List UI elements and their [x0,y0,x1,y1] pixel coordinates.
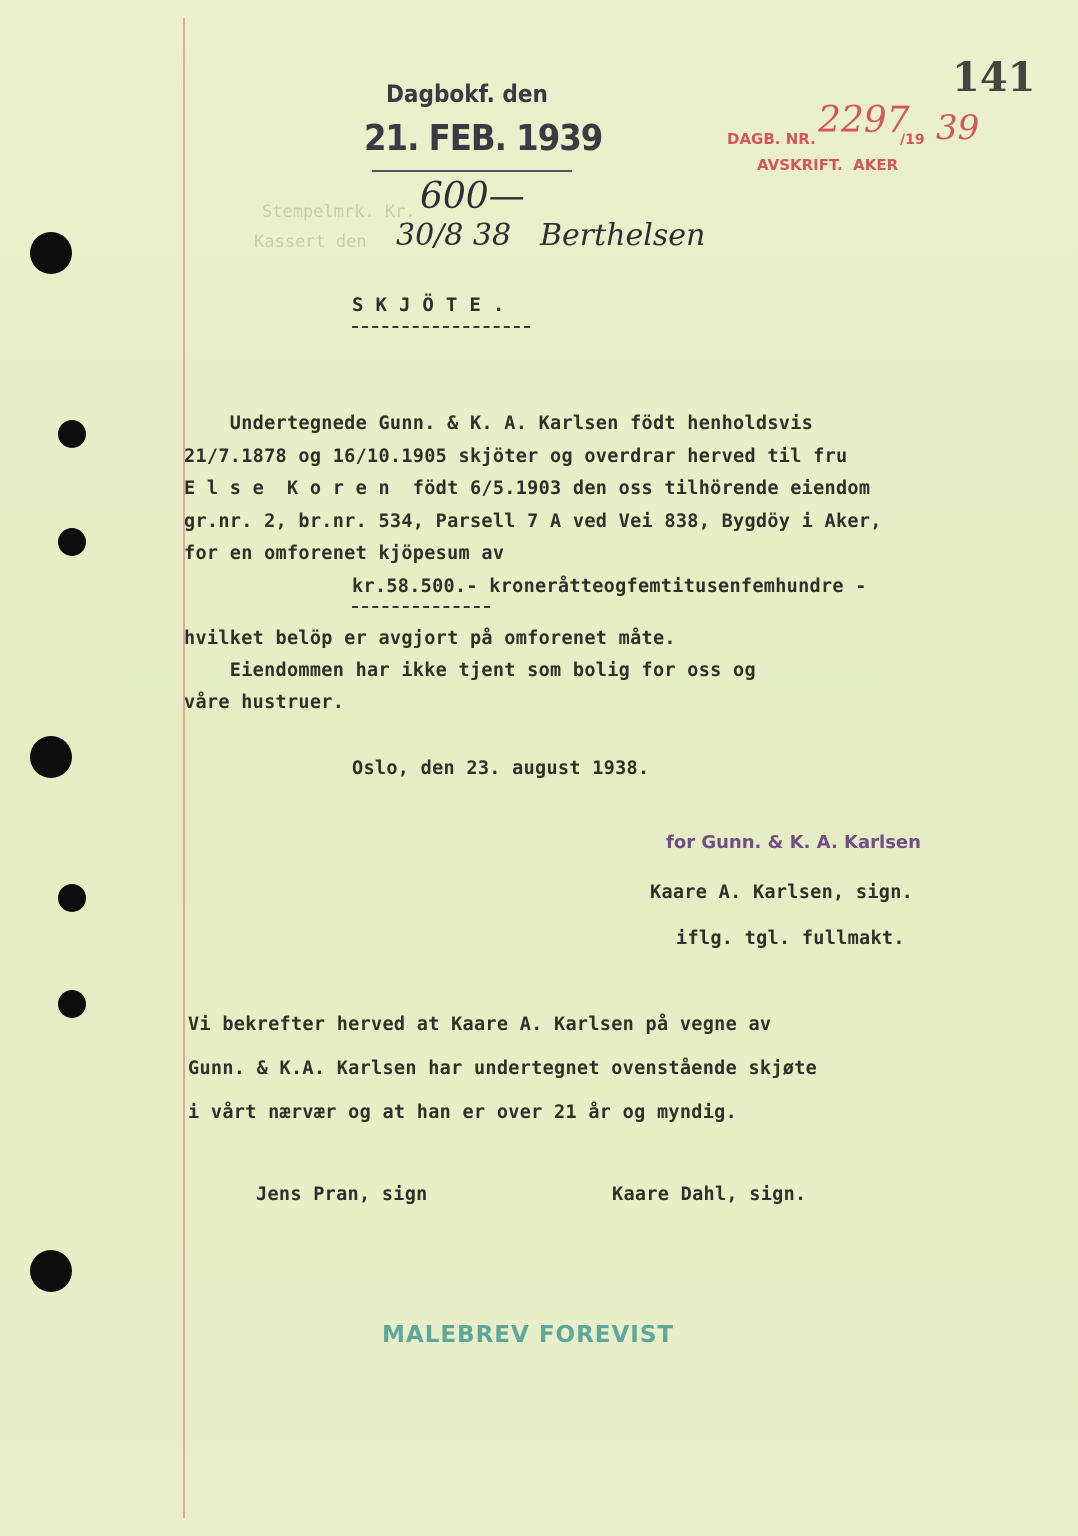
witness-line-2: Gunn. & K.A. Karlsen har undertegnet ovenstående skjøte [188,1058,818,1079]
place-date: Oslo, den 23. august 1938. [352,758,650,779]
body-line-1: Undertegnede Gunn. & K. A. Karlsen födt henholdsvis [184,413,814,434]
witness-1: Jens Pran, sign [256,1184,428,1205]
registration-number: 2297 [818,100,910,141]
date-stamp-line2: 21. FEB. 1939 [364,118,603,159]
date-stamp-underline [372,170,572,172]
registration-year-prefix: /19 [900,132,925,148]
date-stamp-line1: Dagbokf. den [386,80,548,108]
cancelled-signature: Berthelsen [540,218,706,253]
after-amount-line-1: hvilket belöp er avgjort på omforenet måte. [184,628,676,649]
witness-line-3: i vårt nærvær og at han er over 21 år og myndig. [188,1102,738,1123]
registration-label: DAGB. NR. [727,130,816,148]
cancelled-date-label: Kassert den [254,232,367,252]
body-line-4: gr.nr. 2, br.nr. 534, Parsell 7 A ved Vei 838, Bygdöy i Aker, [184,511,882,532]
punch-hole-2 [58,420,86,448]
after-amount-line-2: Eiendommen har ikke tjent som bolig for oss og [184,660,756,681]
cancelled-date-value: 30/8 38 [396,218,512,253]
deed-shown-stamp: MALEBREV FOREVIST [382,1322,675,1348]
amount-line: kr.58.500.- kroneråtteogfemtitusenfemhundre - [352,576,867,597]
body-line-2: 21/7.1878 og 16/10.1905 skjöter og overdrar herved til fru [184,446,848,467]
after-amount-line-3: våre hustruer. [184,692,345,713]
witness-2: Kaare Dahl, sign. [612,1184,807,1205]
punch-hole-1 [30,232,72,274]
punch-hole-6 [58,990,86,1018]
punch-hole-7 [30,1250,72,1292]
document-title: S K J Ö T E . [352,294,505,316]
stamp-fee-value: 600— [420,176,525,217]
body-line-5: for en omforenet kjöpesum av [184,543,505,564]
signature-line-2: iflg. tgl. fullmakt. [676,928,905,949]
stamp-fee-label: Stempelmrk. Kr. [262,202,416,222]
signature-line-1: Kaare A. Karlsen, sign. [650,882,914,903]
witness-line-1: Vi bekrefter herved at Kaare A. Karlsen på vegne av [188,1014,772,1035]
amount-underline [352,606,490,608]
page-number: 141 [952,54,1036,101]
title-underline [352,326,530,328]
signature-stamp: for Gunn. & K. A. Karlsen [666,832,921,853]
registration-year: 39 [936,108,980,148]
punch-hole-3 [58,528,86,556]
registration-line2: AVSKRIFT. AKER [757,156,899,174]
punch-hole-4 [30,736,72,778]
punch-hole-5 [58,884,86,912]
body-line-3: E l s e K o r e n födt 6/5.1903 den oss tilhörende eiendom [184,478,871,499]
margin-line [183,18,185,1518]
